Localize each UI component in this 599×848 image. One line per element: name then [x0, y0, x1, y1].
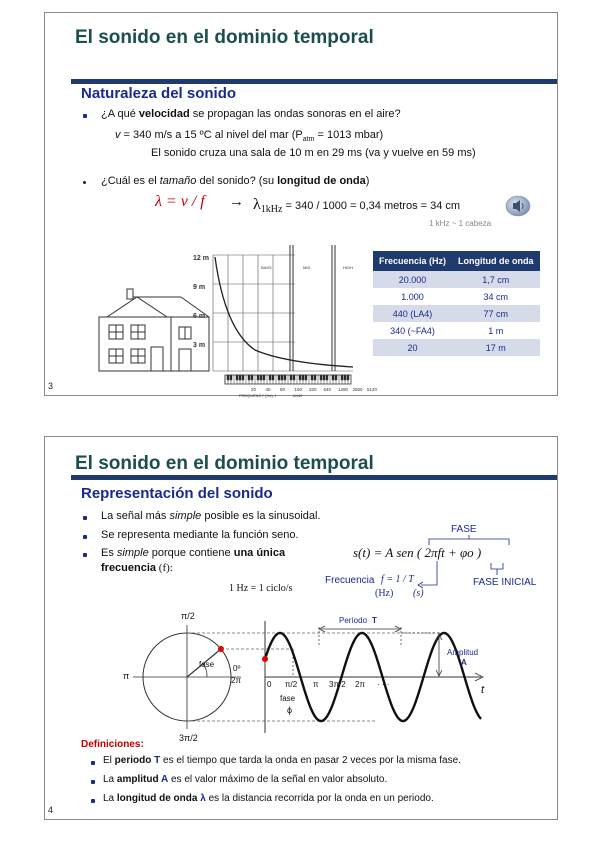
x-tick-label: 1280: [338, 387, 349, 392]
wavelength-graph: [85, 235, 378, 398]
bullet-sine-function: Se representa mediante la función seno.: [101, 529, 299, 541]
x-tick-label: 160: [294, 387, 303, 392]
x-tick-label: 320: [309, 387, 317, 392]
table-cell: 77 cm: [452, 305, 540, 322]
phase-start-point: [262, 656, 268, 662]
x-tick-label: 640: [323, 387, 332, 392]
symbol-A: A: [158, 774, 169, 785]
title-rule: [71, 475, 557, 480]
text-fragment: La señal más: [101, 510, 170, 522]
text-fragment: ¿Cuál es el: [101, 175, 160, 187]
sine-formula: s(t) = A sen ( 2πft + φo ): [353, 545, 482, 560]
symbol-lambda: λ: [197, 793, 206, 804]
text-fragment: es el tiempo que tarda la onda en pasar 2 veces por la misma fase.: [160, 755, 461, 766]
speaker-icon[interactable]: [505, 195, 531, 217]
text-bold: periodo: [114, 755, 152, 766]
question-size: [101, 175, 369, 187]
text-fragment: (f):: [156, 562, 173, 574]
periodo-T: T: [372, 616, 377, 625]
text-fragment: porque contiene: [148, 547, 234, 559]
text-fragment: La: [103, 793, 117, 804]
bullet-simple-line2: [101, 562, 173, 574]
wave-tick-pi: π: [313, 680, 319, 689]
y-label-3m: 3 m: [193, 342, 206, 349]
text-fragment: posible es la sinusoidal.: [201, 510, 321, 522]
table-cell: 440 (LA4): [373, 305, 452, 322]
amplitud-A: A: [461, 658, 467, 667]
symbol-T: T: [151, 755, 161, 766]
table-row: [373, 339, 540, 356]
hz-equation: 1 Hz = 1 ciclo/s: [229, 583, 293, 594]
text-fragment: es la distancia recorrida por la onda en un periodo.: [205, 793, 434, 804]
table-cell: 1 m: [452, 322, 540, 339]
bullet-dot: [91, 799, 95, 803]
x-tick-label: 20: [251, 387, 257, 392]
text-fragment: = 340 m/s a 15 ºC al nivel del mar (P: [120, 129, 303, 141]
bullet-dot: [83, 535, 87, 539]
circle-label-fase: fase: [199, 660, 215, 669]
bullet-dot: [83, 114, 87, 118]
amplitud-label: Amplitud: [447, 648, 479, 657]
table-row: [373, 305, 540, 322]
fase-label: FASE: [451, 524, 477, 535]
circle-label-zero: 0º: [233, 664, 241, 673]
table-cell: 17 m: [452, 339, 540, 356]
x-axis-label: FREQUENCY (Hz), f: [239, 393, 277, 398]
subscript: 1kHz: [260, 204, 283, 216]
question-velocity: [101, 108, 401, 120]
table-row: [373, 271, 540, 288]
table-cell: 34 cm: [452, 288, 540, 305]
sine-wave-diagram: [115, 607, 495, 747]
y-label-12m: 12 m: [193, 255, 209, 262]
lambda-symbol: λ: [253, 196, 261, 213]
text-fragment: = 340 / 1000 = 0,34 metros = 34 cm: [282, 200, 461, 212]
subscript: atm: [302, 136, 315, 144]
wave-fase-label: fase: [280, 694, 296, 703]
x-tick-label: 40: [265, 387, 271, 392]
circle-label-3pi-half: 3π/2: [179, 733, 198, 743]
text-bold: amplitud: [116, 774, 159, 785]
table-header: Longitud de onda: [452, 251, 540, 271]
slide-4: [44, 436, 558, 820]
band-bass: BASS: [261, 265, 272, 270]
lambda-formula: λ = v / f: [155, 193, 205, 210]
circle-label-pi: π: [123, 671, 130, 681]
periodo-label: Período: [339, 616, 368, 625]
page-number: 3: [48, 381, 54, 391]
text-fragment: = 1013 mbar): [314, 129, 384, 141]
wave-t-label: t: [481, 684, 485, 696]
hz-unit: (Hz): [375, 588, 394, 599]
wave-phi-label: ϕ: [287, 705, 293, 715]
s-unit: (s): [413, 588, 424, 599]
x-tick-label: 2560: [352, 387, 363, 392]
text-fragment: La: [103, 774, 117, 785]
x-tick-label: 5120: [367, 387, 378, 392]
bullet-sinusoidal: [101, 510, 321, 522]
page-number: 4: [48, 805, 54, 815]
table-header: Frecuencia (Hz): [373, 251, 452, 271]
slide-subtitle: Naturaleza del sonido: [81, 85, 237, 102]
table-cell: 20: [373, 339, 452, 356]
bullet-dot: [83, 181, 86, 184]
text-fragment: del sonido? (su: [196, 175, 278, 187]
table-cell: 1,7 cm: [452, 271, 540, 288]
text-bold: frecuencia: [101, 562, 157, 574]
velocity-equation: [115, 129, 383, 143]
a440-label: A440: [293, 393, 303, 398]
lambda-calculation: [253, 196, 460, 215]
text-bold: longitud de onda: [277, 175, 366, 187]
wave-tick-pi-half: π/2: [285, 680, 298, 689]
def-amplitud: [103, 774, 387, 785]
room-crossing-text: El sonido cruza una sala de 10 m en 29 ms (va y vuelve en 59 ms): [151, 147, 476, 159]
slide-title: El sonido en el dominio temporal: [75, 27, 374, 48]
bullet-dot: [91, 780, 95, 784]
band-mid: MID: [303, 265, 311, 270]
definitions-title: Definiciones:: [81, 739, 144, 750]
y-label-9m: 9 m: [193, 284, 206, 291]
frequency-equation: f = 1 / T: [381, 574, 414, 585]
text-fragment: El: [103, 755, 115, 766]
table-row: [373, 322, 540, 339]
title-rule: [71, 79, 557, 84]
slide-3: [44, 12, 558, 396]
text-italic: simple: [116, 547, 149, 559]
x-tick-label: 80: [280, 387, 286, 392]
text-bold: velocidad: [138, 108, 190, 120]
band-high: HIGH: [343, 265, 353, 270]
text-fragment: se propagan las ondas sonoras en el aire?: [189, 108, 401, 120]
arrow-icon: →: [229, 193, 244, 210]
wave-tick-0: 0: [267, 680, 272, 689]
text-fragment: ): [365, 175, 370, 187]
table-cell: 20.000: [373, 271, 452, 288]
text-italic: tamaño: [159, 175, 197, 187]
bullet-dot: [91, 761, 95, 765]
text-italic: simple: [169, 510, 202, 522]
text-bold: una única: [233, 547, 286, 559]
text-bold: longitud de onda: [116, 793, 198, 804]
frequency-label: Frecuencia: [325, 575, 375, 586]
wave-tick-2pi: 2π: [355, 680, 365, 689]
slide-title: El sonido en el dominio temporal: [75, 453, 374, 474]
slide-subtitle: Representación del sonido: [81, 485, 273, 502]
text-fragment: es el valor máximo de la señal en valor absoluto.: [168, 774, 388, 785]
table-row: [373, 288, 540, 305]
fase-inicial-label: FASE INICIAL: [473, 577, 537, 588]
frequency-table: [373, 251, 540, 356]
text-fragment: Es: [101, 547, 117, 559]
text-fragment: ¿A qué: [101, 108, 139, 120]
def-longitud: [103, 793, 434, 804]
def-periodo: [103, 755, 461, 766]
bullet-dot: [83, 553, 87, 557]
house-illustration: [99, 289, 209, 371]
circle-label-pi-half: π/2: [181, 611, 195, 621]
table-cell: 1.000: [373, 288, 452, 305]
table-cell: 340 (~FA4): [373, 322, 452, 339]
note-1khz: 1 kHz ~ 1 cabeza: [429, 219, 492, 228]
bullet-simple-line1: [101, 547, 285, 559]
y-label-6m: 6 m: [193, 313, 206, 320]
wave-tick-3pi-half: 3π/2: [329, 680, 346, 689]
circle-label-2pi: 2π: [231, 676, 241, 685]
var-v: v: [115, 129, 121, 141]
wave-tick-ellipsis: · · ·: [377, 680, 390, 689]
bullet-dot: [83, 516, 87, 520]
